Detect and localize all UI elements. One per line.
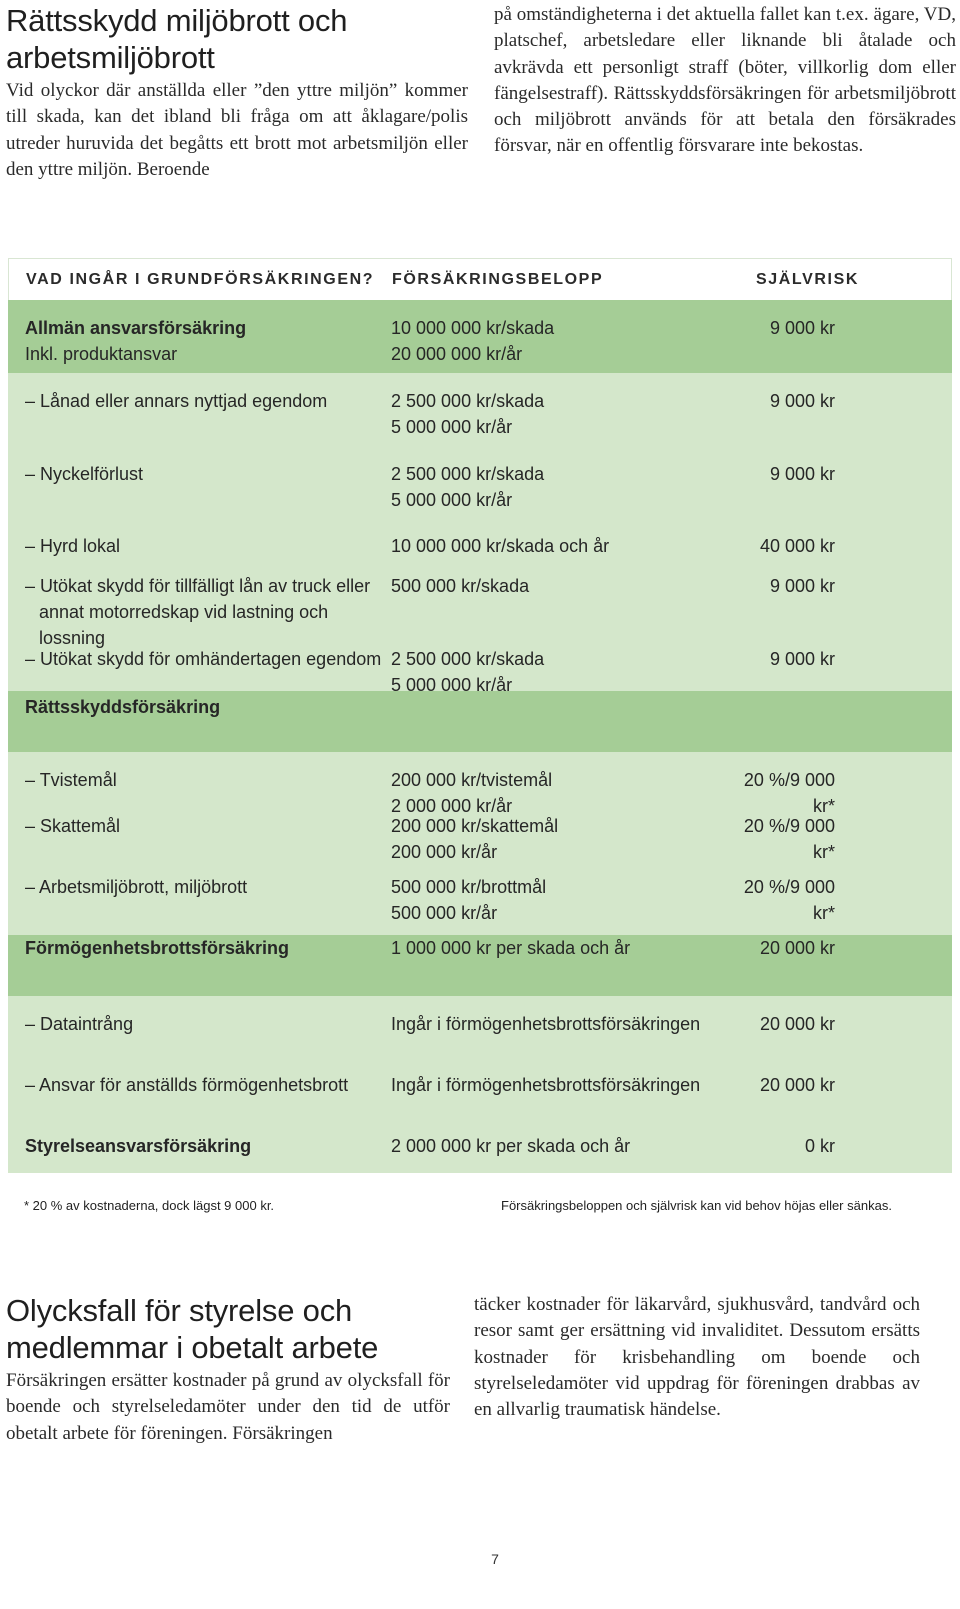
section-rattsskydd-left bbox=[6, 2, 468, 183]
table-row bbox=[8, 1118, 952, 1173]
amount-value: 20 000 000 kr/år bbox=[391, 344, 523, 364]
section-olycksfall-right bbox=[474, 1292, 920, 1423]
amount-value: 10 000 000 kr/skada bbox=[391, 318, 555, 338]
deductible-value: 9 000 kr bbox=[769, 318, 835, 338]
amount-value: Ingår i förmögenhetsbrottsförsäkringen bbox=[391, 1014, 701, 1034]
amount-value: 200 000 kr/skattemål bbox=[391, 816, 559, 836]
coverage-label: – Skattemål bbox=[8, 813, 391, 874]
table-row bbox=[8, 874, 952, 935]
deductible-value: 9 000 kr bbox=[769, 391, 835, 411]
coverage-label: – Lånad eller annars nyttjad egendom bbox=[8, 388, 391, 446]
table-row bbox=[8, 1057, 952, 1118]
amount-value: 200 000 kr/år bbox=[391, 842, 498, 862]
deductible-value: 20 000 kr bbox=[759, 938, 835, 958]
deductible-value: 20 %/9 000 kr* bbox=[743, 816, 835, 862]
table-row bbox=[8, 691, 952, 752]
deductible-value: 0 kr bbox=[804, 1136, 835, 1156]
amount-value: 5 000 000 kr/år bbox=[391, 417, 513, 437]
amount-value: 5 000 000 kr/år bbox=[391, 675, 513, 695]
deductible-value: 20 %/9 000 kr* bbox=[743, 877, 835, 923]
olycksfall-paragraph-left: Försäkringen ersätter kostnader på grund av olycksfall för boende och styrelseledamöter under den tid de utför obetalt arbete för föreningen. Försäkringen bbox=[6, 1370, 450, 1444]
coverage-table bbox=[8, 258, 952, 1173]
title-line-1: Rättsskydd miljöbrott och bbox=[6, 3, 348, 38]
table-header bbox=[8, 258, 952, 300]
section-title bbox=[6, 1292, 450, 1366]
intro-paragraph-left: Vid olyckor där anställda eller ”den yttre miljön” kommer till skada, kan det ibland bli fråga om att åklagare/polis utreder huruvida det begåtts ett brott mot arbetsmiljön eller den yttre miljön. Beroende bbox=[6, 80, 468, 180]
coverage-label: – Nyckelförlust bbox=[8, 461, 391, 518]
header-deductible: SJÄLVRISK bbox=[756, 270, 860, 288]
table-row bbox=[8, 518, 952, 558]
table-row bbox=[8, 300, 952, 373]
amount-value: 500 000 kr/år bbox=[391, 903, 498, 923]
section-title bbox=[6, 2, 468, 76]
coverage-label-continued: annat motorredskap vid lastning och lossning bbox=[39, 602, 329, 648]
table-row bbox=[8, 373, 952, 446]
amount-value: Ingår i förmögenhetsbrottsförsäkringen bbox=[391, 1075, 701, 1095]
amount-value: 2 000 000 kr per skada och år bbox=[391, 1136, 631, 1156]
deductible-value: 40 000 kr bbox=[759, 536, 835, 556]
table-row bbox=[8, 935, 952, 996]
deductible-value: 20 000 kr bbox=[759, 1014, 835, 1034]
amount-value: 2 500 000 kr/skada bbox=[391, 649, 545, 669]
table-row bbox=[8, 558, 952, 648]
amount-value: 10 000 000 kr/skada och år bbox=[391, 536, 610, 556]
title-line-2: arbetsmiljöbrott bbox=[6, 40, 215, 75]
deductible-value: 9 000 kr bbox=[769, 649, 835, 669]
deductible-value: 20 %/9 000 kr* bbox=[743, 770, 835, 816]
amount-value: 500 000 kr/brottmål bbox=[391, 877, 547, 897]
coverage-label: – Arbetsmiljöbrott, miljöbrott bbox=[8, 874, 391, 935]
section-olycksfall-left bbox=[6, 1292, 450, 1447]
coverage-label: Allmän ansvarsförsäkring bbox=[25, 318, 247, 338]
amount-value: 5 000 000 kr/år bbox=[391, 490, 513, 510]
table-row bbox=[8, 996, 952, 1057]
coverage-label: Förmögenhetsbrottsförsäkring bbox=[25, 938, 290, 958]
amount-value: 2 500 000 kr/skada bbox=[391, 464, 545, 484]
olycksfall-paragraph-right: täcker kostnader för läkarvård, sjukhusvård, tandvård och resor samt ger ersättning vid invaliditet. Dessutom ersätts kostnader för krisbehandling om boende och styrelseledamöter vid uppdrag för föreningen drabbas av en allvarlig traumatisk händelse. bbox=[474, 1294, 920, 1421]
coverage-label: – Dataintrång bbox=[8, 1011, 391, 1057]
header-coverage: VAD INGÅR I GRUNDFÖRSÄKRINGEN? bbox=[26, 270, 375, 288]
deductible-value: 9 000 kr bbox=[769, 464, 835, 484]
section-rattsskydd-right bbox=[494, 2, 956, 160]
deductible-value: 20 000 kr bbox=[759, 1075, 835, 1095]
coverage-sublabel: Inkl. produktansvar bbox=[25, 344, 178, 364]
coverage-label: Rättsskyddsförsäkring bbox=[25, 697, 221, 717]
deductible-value: 9 000 kr bbox=[769, 576, 835, 596]
table-row bbox=[8, 752, 952, 816]
coverage-label: – Utökat skydd för tillfälligt lån av truck eller bbox=[25, 573, 391, 599]
intro-paragraph-right: på omständigheterna i det aktuella fallet kan t.ex. ägare, VD, platschef, arbetsledare eller liknande bli åtalade och avkrävda ett personligt straff (böter, villkorlig dom eller fängelsestraff). Rättsskyddsförsäkringen för arbetsmiljöbrott och miljöbrott används för att betala den försäkrades försvar, när en offentlig försvarare inte bekostas. bbox=[494, 4, 956, 157]
table-row bbox=[8, 446, 952, 518]
amount-value: 1 000 000 kr per skada och år bbox=[391, 938, 631, 958]
coverage-label: – Hyrd lokal bbox=[8, 533, 391, 558]
header-amount: FÖRSÄKRINGSBELOPP bbox=[392, 270, 604, 288]
footnote-deductible: * 20 % av kostnaderna, dock lägst 9 000 kr. bbox=[24, 1198, 275, 1213]
title-line-1: Olycksfall för styrelse och bbox=[6, 1293, 353, 1328]
table-row bbox=[8, 813, 952, 874]
amount-value: 2 500 000 kr/skada bbox=[391, 391, 545, 411]
amount-value: 2 000 000 kr/år bbox=[391, 796, 513, 816]
title-line-2: medlemmar i obetalt arbete bbox=[6, 1330, 379, 1365]
coverage-label: Styrelseansvarsförsäkring bbox=[25, 1136, 252, 1156]
coverage-label: – Utökat skydd för omhändertagen egendom bbox=[8, 646, 391, 691]
footnote-adjustable: Försäkringsbeloppen och självrisk kan vid behov höjas eller sänkas. bbox=[501, 1198, 892, 1213]
coverage-label: – Tvistemål bbox=[8, 767, 391, 813]
amount-value: 200 000 kr/tvistemål bbox=[391, 770, 553, 790]
amount-value: 500 000 kr/skada bbox=[391, 576, 530, 596]
page-number: 7 bbox=[491, 1551, 499, 1567]
coverage-label: – Ansvar för anställds förmögenhetsbrott bbox=[8, 1072, 391, 1118]
